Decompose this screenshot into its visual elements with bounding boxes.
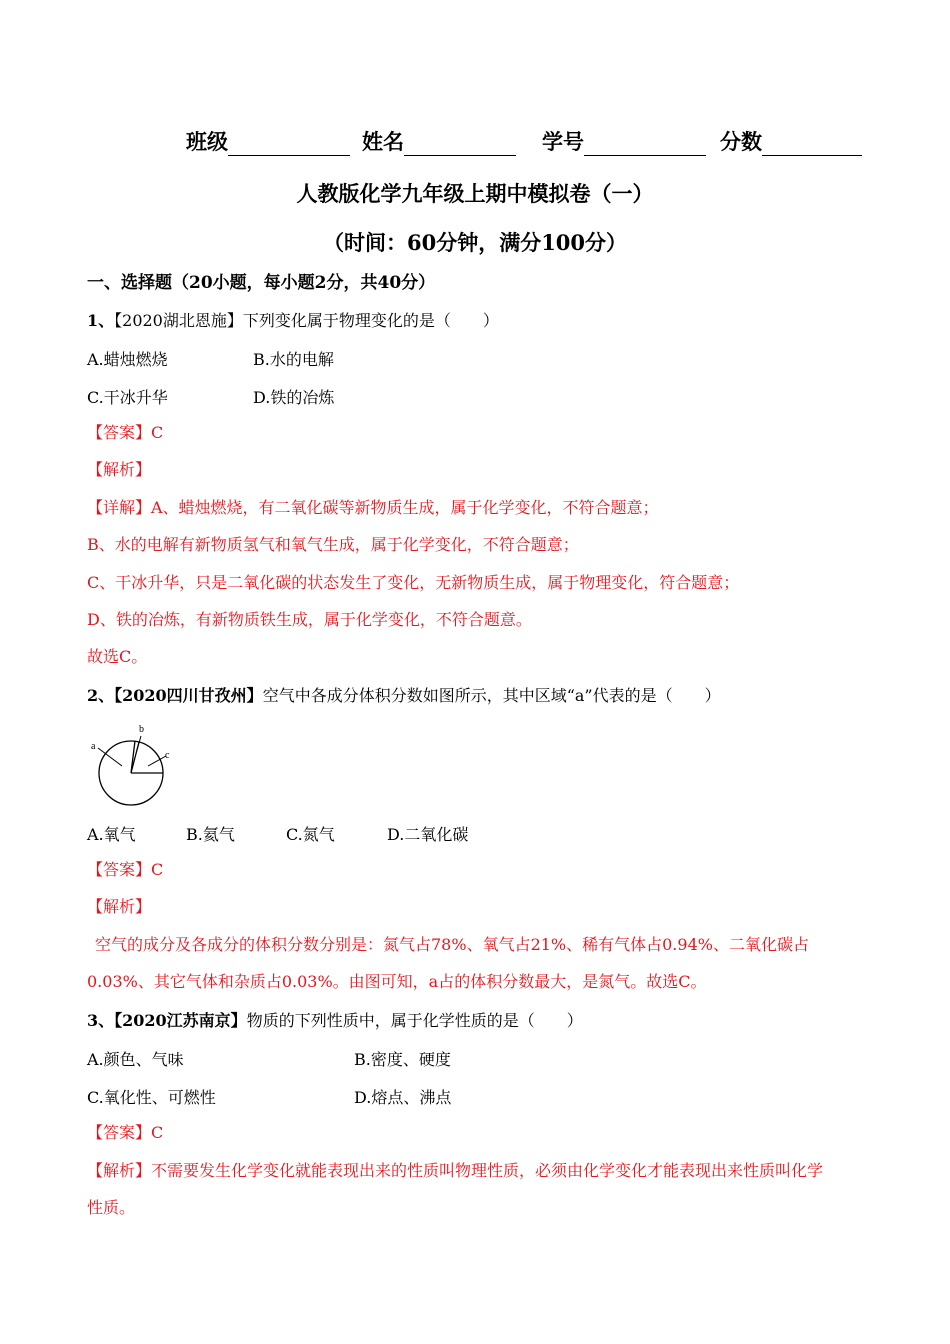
q2-option-c: C.氮气 [286, 825, 335, 844]
section-heading: 一、选择题（20小题，每小题2分，共40分） [87, 273, 436, 293]
q1-detail-line: C、干冰升华，只是二氧化碳的状态发生了变化，无新物质生成，属于物理变化，符合题意； [87, 573, 740, 592]
q2-detail-line: 空气的成分及各成分的体积分数分别是：氮气占78%、氧气占21%、稀有气体占0.94%、二氧化碳占 [95, 935, 809, 954]
q3-option-c: C.氧化性、可燃性 [87, 1088, 216, 1107]
page-title: 人教版化学九年级上期中模拟卷（一） [296, 181, 654, 206]
class-blank[interactable] [228, 133, 350, 156]
q3-detail-line: 【解析】不需要发生化学变化就能表现出来的性质叫物理性质，必须由化学变化才能表现出来性质叫化学 [87, 1161, 824, 1180]
air-composition-pie-figure [88, 718, 198, 818]
id-blank[interactable] [584, 133, 706, 156]
label-b: b [139, 724, 144, 735]
q2-answer: 【答案】C [87, 860, 164, 879]
q1-detail-line: B、水的电解有新物质氢气和氧气生成，属于化学变化，不符合题意； [87, 535, 579, 554]
class-field: 班级 [186, 126, 350, 156]
q3-option-a: A.颜色、气味 [87, 1050, 184, 1069]
question-1-stem: 1、【2020湖北恩施】下列变化属于物理变化的是（ ） [87, 311, 499, 330]
q1-answer: 【答案】C [87, 423, 164, 442]
q2-option-d: D.二氧化碳 [387, 825, 469, 844]
label-c: c [165, 750, 170, 761]
q1-option-d: D.铁的冶炼 [253, 388, 335, 407]
q3-option-d: D.熔点、沸点 [354, 1088, 452, 1107]
q3-answer: 【答案】C [87, 1123, 164, 1142]
score-blank[interactable] [762, 133, 862, 156]
score-field: 分数 [720, 126, 862, 156]
q1-option-c: C.干冰升华 [87, 388, 168, 407]
label-c-leader [148, 756, 166, 766]
q2-detail-line: 0.03%、其它气体和杂质占0.03%。由图可知，a占的体积分数最大，是氮气。故选C。 [87, 972, 707, 991]
q3-detail-line: 性质。 [87, 1198, 136, 1217]
q2-analysis-label: 【解析】 [87, 897, 152, 916]
q2-option-b: B.氦气 [186, 825, 235, 844]
id-field: 学号 [542, 126, 706, 156]
q1-option-a: A.蜡烛燃烧 [87, 350, 168, 369]
q1-detail-line: D、铁的冶炼，有新物质铁生成，属于化学变化，不符合题意。 [87, 610, 532, 629]
label-a-leader [98, 748, 122, 766]
q1-detail-line: 【详解】A、蜡烛燃烧，有二氧化碳等新物质生成，属于化学变化，不符合题意； [87, 498, 659, 517]
page-subtitle: （时间：60分钟，满分100分） [322, 230, 628, 255]
student-info-row [186, 126, 866, 158]
question-2-stem: 2、【2020四川甘孜州】空气中各成分体积分数如图所示，其中区域“a”代表的是（ ） [87, 686, 721, 705]
question-3-stem: 3、【2020江苏南京】物质的下列性质中，属于化学性质的是（ ） [87, 1011, 583, 1030]
name-blank[interactable] [404, 133, 516, 156]
name-field: 姓名 [362, 126, 516, 156]
q1-option-b: B.水的电解 [253, 350, 334, 369]
label-a: a [91, 741, 96, 752]
q1-analysis-label: 【解析】 [87, 460, 152, 479]
q1-detail-line: 故选C。 [87, 647, 148, 666]
q3-option-b: B.密度、硬度 [354, 1050, 451, 1069]
q2-option-a: A.氧气 [87, 825, 136, 844]
